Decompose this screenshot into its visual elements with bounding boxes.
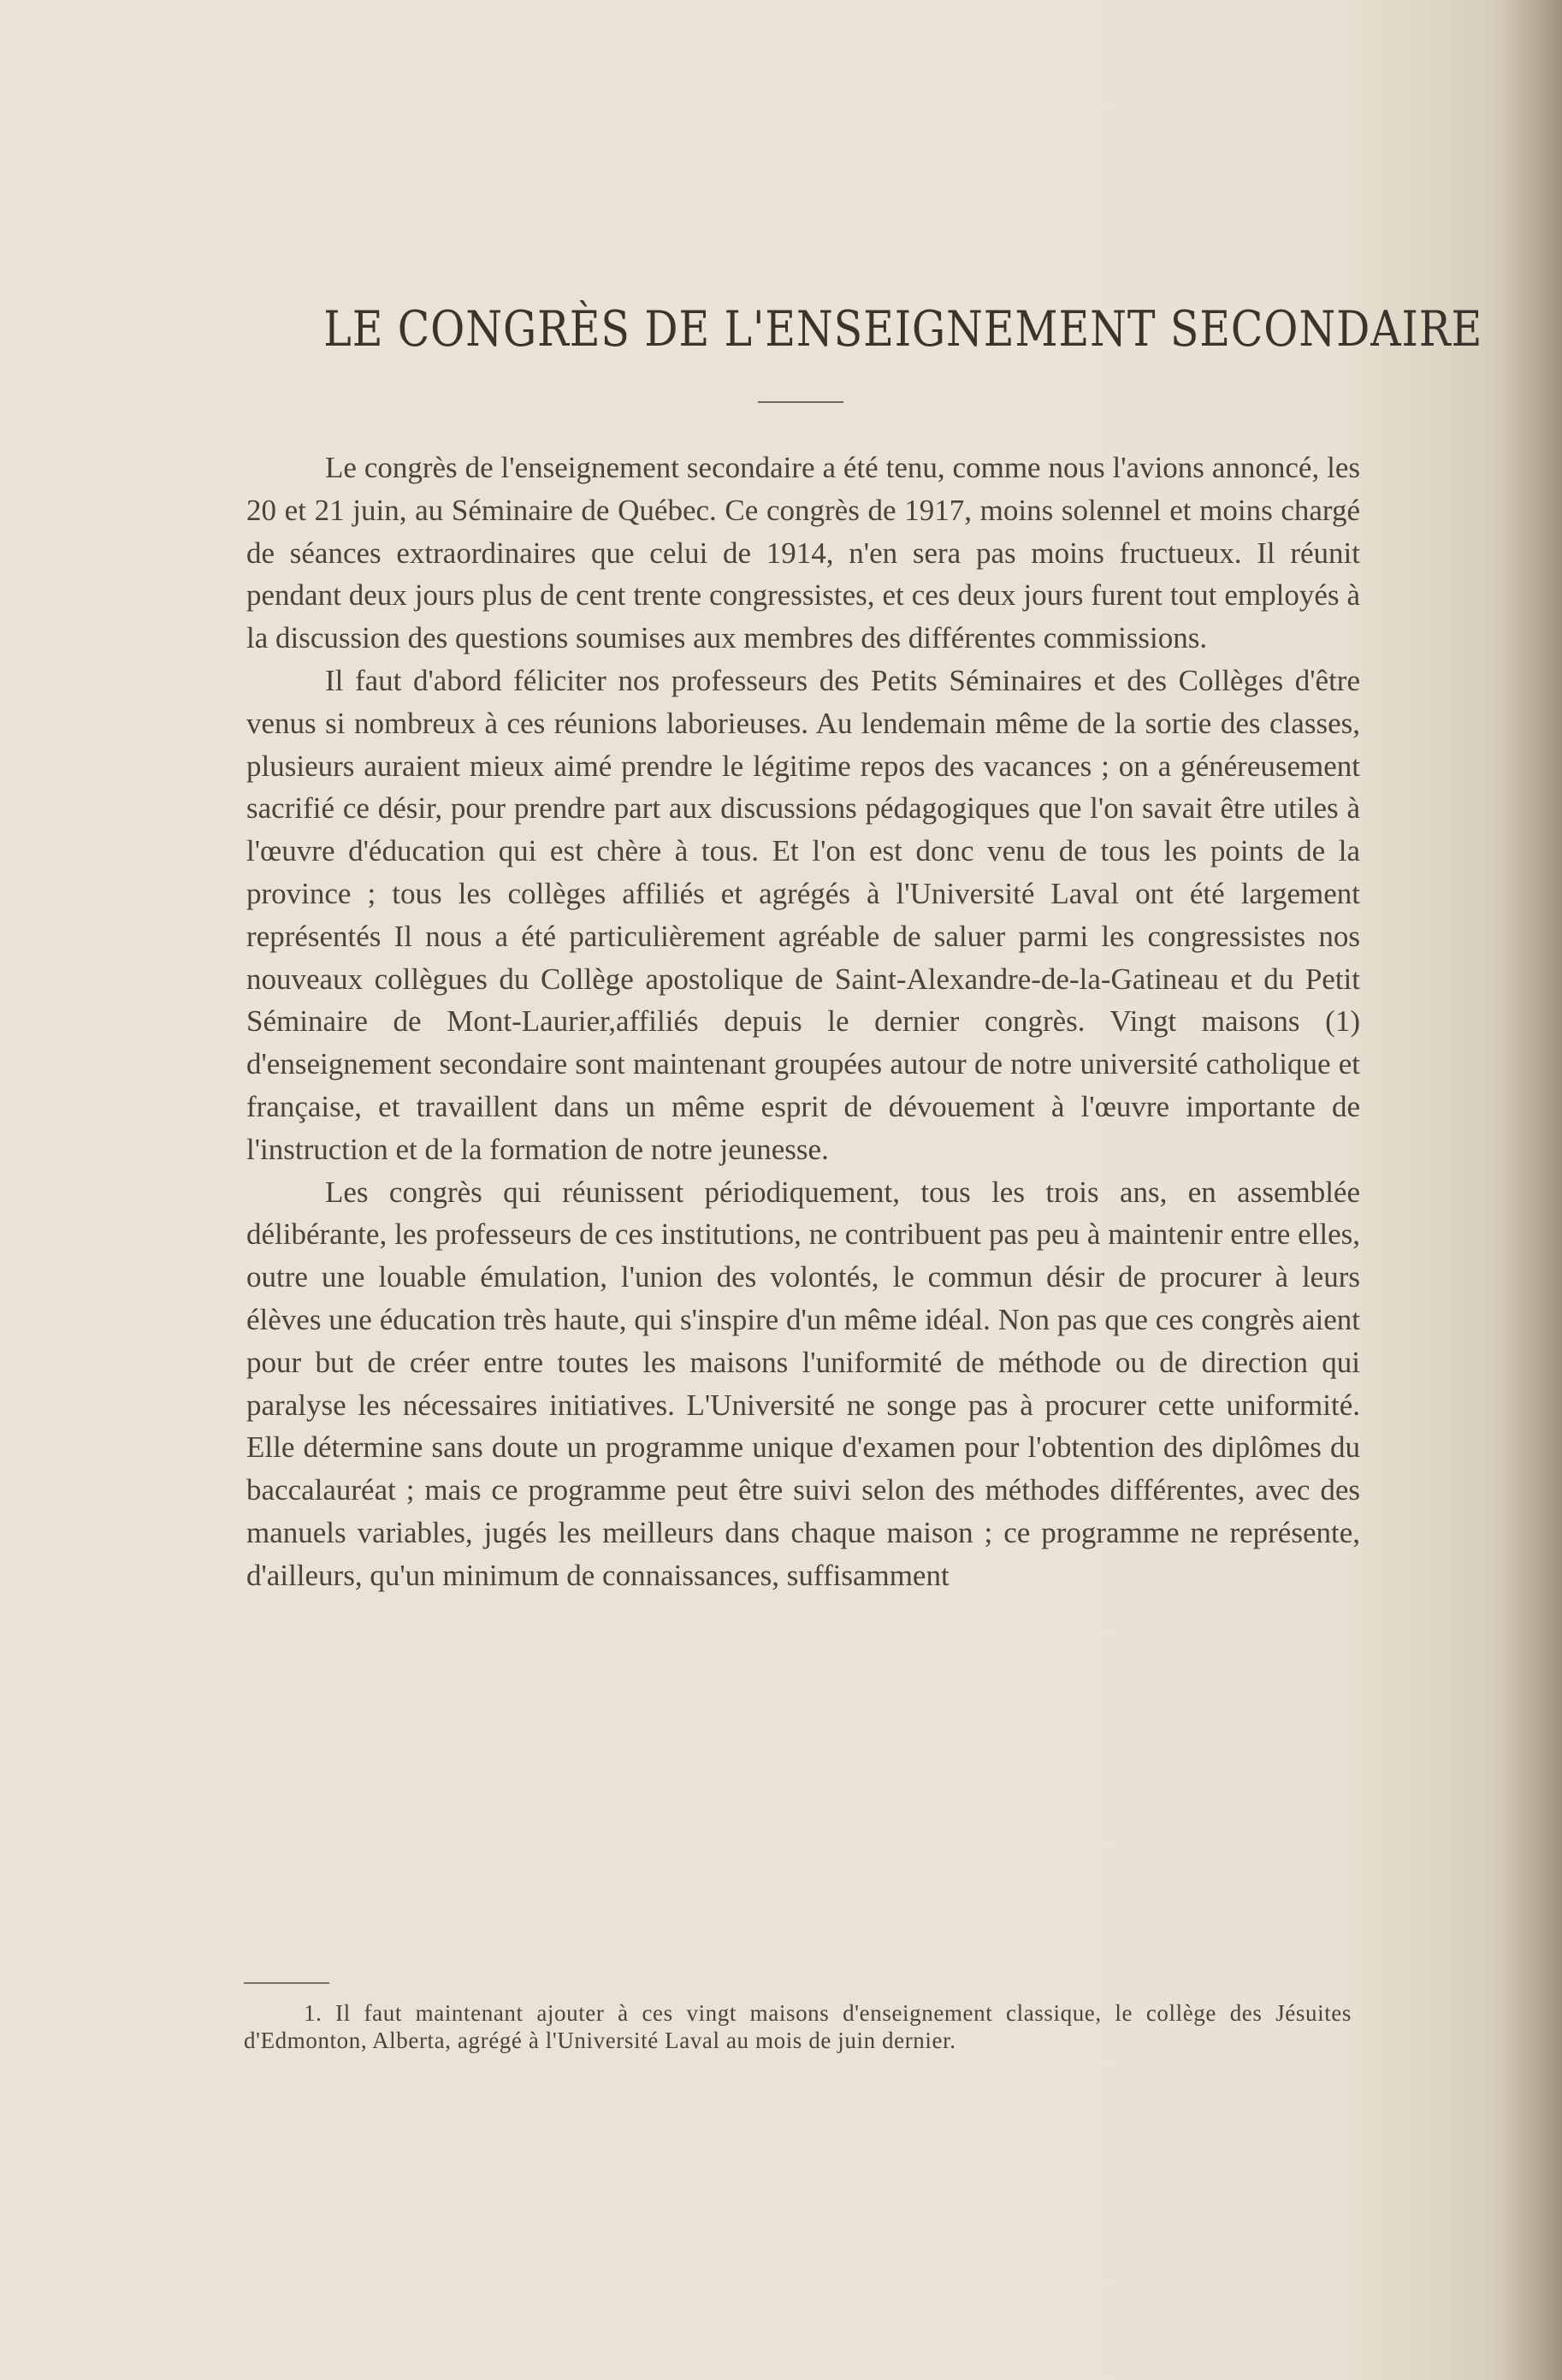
- page-edge-shadow: [1502, 0, 1562, 2380]
- article-body: [246, 447, 1360, 1597]
- paragraph-2: Il faut d'abord féliciter nos professeurs des Petits Séminaires et des Collèges d'être venus si nombreux à ces réunions laborieuses. Au lendemain même de la sortie des classes, plusieurs auraient mieux aimé prendre le légitime repos des vacances ; on a généreusement sacrifié ce désir, pour prendre part aux discussions pédagogiques que l'on savait être utiles à l'œuvre d'éducation qui est chère à tous. Et l'on est donc venu de tous les points de la province ; tous les collèges affiliés et agrégés à l'Université Laval ont été largement représentés Il nous a été particulièrement agréable de saluer parmi les congressistes nos nouveaux collègues du Collège apostolique de Saint-Alexandre-de-la-Gatineau et du Petit Séminaire de Mont-Laurier,affiliés depuis le dernier congrès. Vingt maisons (1) d'enseignement secondaire sont maintenant groupées autour de notre université catholique et française, et travaillent dans un même esprit de dévouement à l'œuvre importante de l'instruction et de la formation de notre jeunesse.: [246, 663, 1360, 1166]
- footnote: 1. Il faut maintenant ajouter à ces vingt maisons d'enseignement classique, le collège des Jésuites d'Edmonton, Alberta, agrégé à l'Université Laval au mois de juin dernier.: [244, 2000, 1352, 2053]
- title-divider: [758, 401, 843, 403]
- article-title: LE CONGRÈS DE L'ENSEIGNEMENT SECONDAIRE: [323, 301, 1483, 358]
- paragraph-1: Le congrès de l'enseignement secondaire a été tenu, comme nous l'avions annoncé, les 20 et 21 juin, au Séminaire de Québec. Ce congrès de 1917, moins solennel et moins chargé de séances extraordinaires que celui de 1914, n'en sera pas moins fructueux. Il réunit pendant deux jours plus de cent trente congressistes, et ces deux jours furent tout employés à la discussion des questions soumises aux membres des différentes commissions.: [246, 451, 1360, 655]
- footnote-divider: [244, 1982, 329, 1984]
- paragraph-3: Les congrès qui réunissent périodiquement, tous les trois ans, en assemblée délibérante, les professeurs de ces institutions, ne contribuent pas peu à maintenir entre elles, outre une louable émulation, l'union des volontés, le commun désir de procurer à leurs élèves une éducation très haute, qui s'inspire d'un même idéal. Non pas que ces congrès aient pour but de créer entre toutes les maisons l'uniformité de méthode ou de direction qui paralyse les nécessaires initiatives. L'Université ne songe pas à procurer cette uniformité. Elle détermine sans doute un programme unique d'examen pour l'obtention des diplômes du baccalauréat ; mais ce programme peut être suivi selon des méthodes différentes, avec des manuels variables, jugés les meilleurs dans chaque maison ; ce programme ne représente, d'ailleurs, qu'un minimum de connaissances, suffisamment: [246, 1175, 1360, 1592]
